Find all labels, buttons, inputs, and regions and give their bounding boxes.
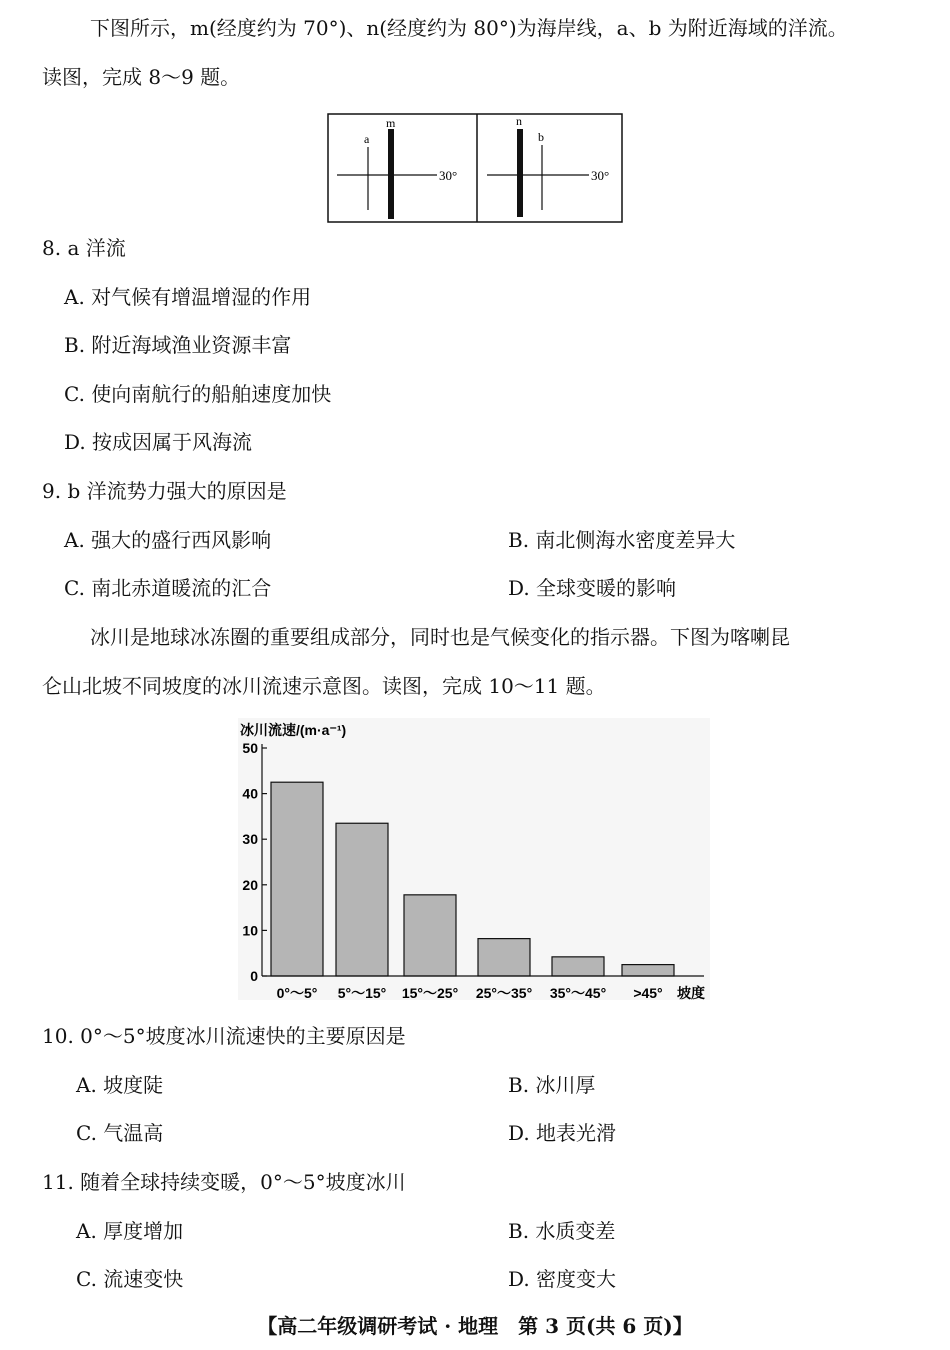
coastline-m (388, 129, 394, 219)
intro-paragraph-1-line-1: 下图所示，m(经度约为 70°)、n(经度约为 80°)为海岸线，a、b 为附近海域的洋流。 (90, 16, 848, 40)
question-11-option-d: D. 密度变大 (508, 1267, 617, 1291)
question-11-option-b: B. 水质变差 (508, 1219, 616, 1243)
question-9-option-d: D. 全球变暖的影响 (508, 576, 677, 600)
chart-x-axis-label: 坡度 (677, 985, 705, 1001)
intro-paragraph-1-line-2: 读图，完成 8～9 题。 (42, 65, 241, 89)
bar (622, 965, 674, 976)
y-tick-label: 50 (242, 740, 258, 756)
x-tick-label: 15°～25° (401, 985, 459, 1001)
page-footer: 【高二年级调研考试 · 地理 第 3 页(共 6 页)】 (257, 1314, 693, 1338)
x-tick-label: >45° (633, 985, 663, 1001)
intro-paragraph-2-line-2: 仑山北坡不同坡度的冰川流速示意图。读图，完成 10～11 题。 (42, 674, 606, 698)
y-tick-label: 20 (242, 876, 258, 893)
current-b-label: b (538, 130, 544, 144)
question-9-option-a: A. 强大的盛行西风影响 (64, 528, 272, 552)
coastline-n (517, 129, 523, 217)
chart-y-axis-label: 冰川流速/(m·a⁻¹) (240, 722, 347, 738)
question-8-stem: 8. a 洋流 (42, 236, 126, 260)
question-9-stem: 9. b 洋流势力强大的原因是 (42, 479, 287, 503)
question-10-option-d: D. 地表光滑 (508, 1121, 617, 1145)
x-tick-label: 35°～45° (549, 985, 607, 1001)
ocean-current-diagram (327, 113, 623, 223)
coastline-n-label: n (516, 114, 522, 128)
latitude-label-right: 30° (591, 168, 610, 183)
latitude-label-left: 30° (439, 168, 458, 183)
current-a-label: a (364, 132, 370, 146)
diagram-frame (328, 114, 622, 222)
bar (336, 823, 388, 976)
question-9-option-b: B. 南北侧海水密度差异大 (508, 528, 736, 552)
question-10-option-a: A. 坡度陡 (76, 1073, 164, 1097)
bar (478, 939, 530, 976)
question-8-option-c: C. 使向南航行的船舶速度加快 (64, 382, 332, 406)
y-tick-label: 40 (242, 785, 258, 802)
x-tick-label: 5°～15° (337, 985, 387, 1001)
glacier-velocity-chart (234, 718, 714, 1002)
question-11-option-c: C. 流速变快 (76, 1267, 184, 1291)
x-tick-label: 25°～35° (475, 985, 533, 1001)
question-10-option-c: C. 气温高 (76, 1121, 164, 1145)
question-11-option-a: A. 厚度增加 (76, 1219, 184, 1243)
y-tick-label: 0 (250, 968, 258, 984)
x-tick-label: 0°～5° (276, 985, 318, 1001)
question-10-option-b: B. 冰川厚 (508, 1073, 596, 1097)
y-tick-label: 10 (242, 922, 258, 939)
question-10-stem: 10. 0°～5°坡度冰川流速快的主要原因是 (42, 1024, 406, 1048)
question-8-option-b: B. 附近海域渔业资源丰富 (64, 333, 292, 357)
bar (271, 782, 323, 976)
bar (404, 895, 456, 976)
question-8-option-d: D. 按成因属于风海流 (64, 430, 253, 454)
bar (552, 957, 604, 976)
question-11-stem: 11. 随着全球持续变暖，0°～5°坡度冰川 (42, 1170, 406, 1194)
intro-paragraph-2-line-1: 冰川是地球冰冻圈的重要组成部分，同时也是气候变化的指示器。下图为喀喇昆 (90, 625, 790, 649)
coastline-m-label: m (386, 116, 396, 130)
question-8-option-a: A. 对气候有增温增湿的作用 (64, 285, 312, 309)
question-9-option-c: C. 南北赤道暖流的汇合 (64, 576, 272, 600)
y-tick-label: 30 (242, 831, 258, 848)
